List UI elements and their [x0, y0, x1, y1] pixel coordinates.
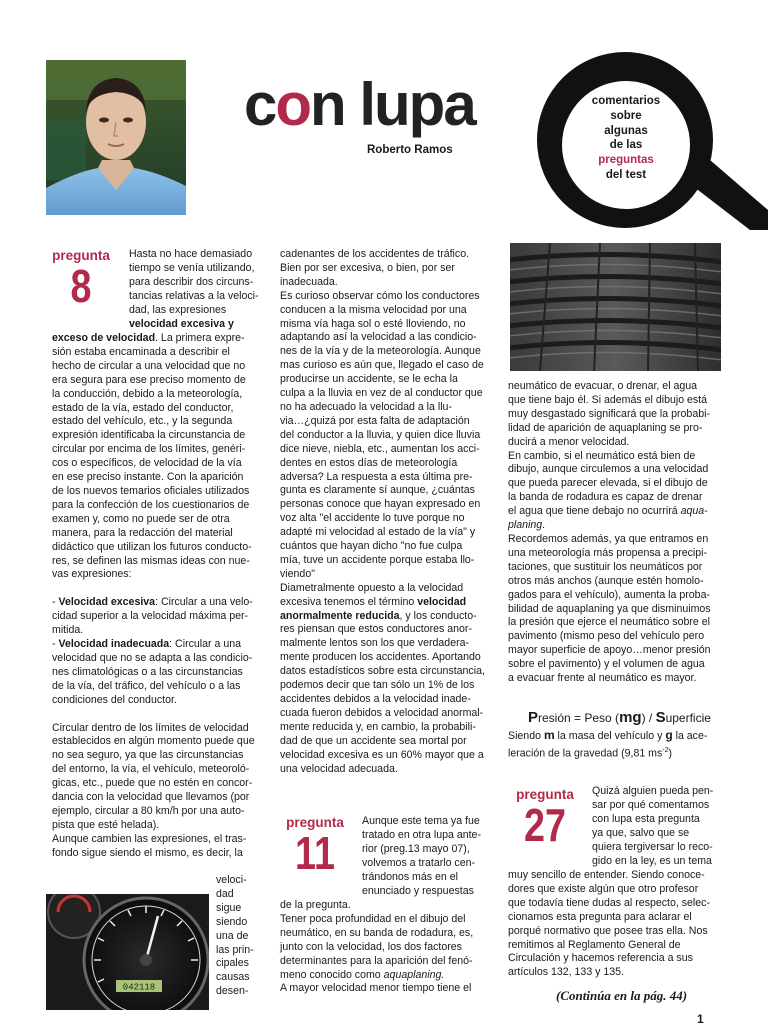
- lens-line-4: de las: [609, 139, 643, 152]
- continued-note: (Continúa en la pág. 44): [556, 988, 688, 1003]
- text-line: datos estadísticos sobre esta circunstancia,: [280, 665, 485, 678]
- text-line: a evacuar frente al neumático es mayor.: [508, 672, 697, 685]
- text-line: una de: [216, 929, 249, 942]
- text-line: producirse un accidente, se le echa la: [280, 373, 458, 386]
- text-line: dores que existe algún que otro profesor: [508, 882, 699, 895]
- text-line: ducirá a menor velocidad.: [508, 435, 630, 448]
- text-line: Es curioso observar cómo los conductores: [280, 289, 480, 302]
- text-line: mente producen los accidentes. Aportando: [280, 651, 481, 664]
- text-line: establecidos en algún momento puede que: [52, 735, 255, 748]
- text-span: la masa del vehículo y: [554, 730, 666, 742]
- pregunta-11-body: [280, 899, 494, 996]
- bold-term: g: [665, 728, 673, 742]
- text-line: la conducción, debido a la meteorología,: [52, 387, 243, 400]
- text-line: gicas, etc., puede que no estén en concor-: [52, 777, 253, 790]
- text-line: una meteorología más propensa a precipi-: [508, 546, 708, 559]
- text-line: remitimos al Reglamento General de: [508, 938, 681, 951]
- text-line: que todavía tiene dudas al respecto, selec-: [508, 896, 711, 909]
- formula-S: S: [655, 709, 666, 726]
- text-line: [52, 638, 264, 652]
- text-line: Bien por ser excesiva, o bien, por ser: [280, 261, 455, 274]
- text-line: [508, 519, 724, 533]
- text-line: de la vía, del tráfico, del vehículo o a las: [52, 679, 241, 692]
- text-line: cuada fueron debidos a velocidad anormal-: [280, 706, 484, 719]
- text-line: del conductor a la lluvia, y quien dice lluvia: [280, 428, 481, 441]
- bold-term: Velocidad excesiva: [58, 596, 156, 609]
- lens-line-5: preguntas: [598, 154, 654, 167]
- text-line: sar por qué comentamos: [592, 798, 710, 811]
- text-line: mía, tuve un accidente porque estaba llo-: [280, 553, 475, 566]
- pregunta-label: pregunta: [516, 787, 574, 802]
- text-line: accidentes debidos a la velocidad inade-: [280, 693, 471, 705]
- text-span: .: [542, 519, 546, 532]
- pregunta-number: 27: [524, 799, 566, 851]
- text-line: las prin-: [216, 943, 254, 956]
- text-line: velocidad que no se adapta a las condicio-: [52, 651, 253, 664]
- text-line: sigue: [216, 901, 242, 914]
- title-part-1: c: [244, 71, 276, 138]
- text-line: tratado en otra lupa ante-: [362, 828, 481, 841]
- text-span: : Circular a una: [169, 638, 242, 651]
- pregunta-8-badge: [50, 248, 112, 312]
- text-line: porqué normativo que posee tras ella. Nos: [508, 924, 708, 937]
- text-line: adapté mi velocidad al estado de la vía" y: [280, 526, 476, 539]
- text-span: excesiva tenemos el término: [280, 595, 418, 608]
- text-line: Aunque este tema ya fue: [362, 815, 480, 827]
- formula-P: P: [528, 709, 539, 726]
- text-line: una velocidad adecuada.: [280, 762, 398, 775]
- bold-term: Velocidad inadecuada: [58, 638, 170, 651]
- text-line: nes de la vía y de la meteorología. Aunque: [280, 345, 481, 358]
- text-line: Aunque cambien las expresiones, el tras-: [52, 832, 247, 845]
- pregunta-8-body: [52, 332, 264, 861]
- text-line: era segura para ese preciso momento de: [52, 373, 246, 386]
- text-line: cuántos que hayan dicho "no fue culpa: [280, 540, 463, 553]
- text-span: el agua que tiene debajo no ocurrirá: [508, 505, 681, 518]
- text-line: junto con la velocidad, los dos factores: [280, 940, 462, 953]
- odometer-readout: 042118: [122, 982, 156, 993]
- bold-term: exceso de velocidad: [52, 332, 156, 344]
- text-line: pista que esté helada).: [52, 818, 160, 831]
- text-line: podemos decir que tan sólo un 1% de los: [280, 679, 475, 692]
- bold-term: anormalmente reducida: [280, 609, 400, 622]
- text-line: con lupa esta pregunta: [592, 812, 700, 825]
- italic-term: aqua-: [680, 505, 708, 518]
- text-line: pavimento (mismo peso del vehículo pero: [508, 630, 705, 643]
- text-line: Circulación y hacemos referencia a sus: [508, 952, 693, 965]
- text-line: Quizá alguien pueda pen-: [592, 785, 714, 797]
- text-line: que pueda parecer elevada, si el dibujo de: [508, 477, 708, 490]
- text-line: tancias relativas a la veloci-: [129, 289, 259, 302]
- text-line: cionamos esta pregunta para aclarar el: [508, 910, 692, 923]
- formula-explanation: [508, 729, 724, 761]
- pregunta-11-badge: [280, 815, 350, 879]
- text-line: malmente lentos son los que verdadera-: [280, 637, 470, 650]
- text-line: del entorno, la vía, el vehículo, meteoroló-: [52, 763, 250, 776]
- text-line: estado de la vía, estado del conductor,: [52, 401, 234, 414]
- text-span: . La primera expre-: [155, 332, 245, 344]
- formula-mg: mg: [619, 709, 642, 726]
- text-line: dancia con la velocidad que llevamos (por: [52, 791, 250, 804]
- text-line: personas conoce que hayan expresado en: [280, 498, 481, 511]
- italic-term: aquaplaning.: [383, 968, 445, 981]
- text-line: de los nuevos temarios oficiales utilizados: [52, 484, 250, 497]
- lens-line-3: algunas: [604, 124, 648, 137]
- text-line: [280, 610, 494, 624]
- text-line: dice nieve, niebla, etc., aumentan los acci-: [280, 442, 480, 455]
- text-line: viendo": [280, 567, 315, 580]
- text-line: mayor superficie de apoyo…menor presión: [508, 644, 711, 657]
- text-line: manera, para la redacción del material: [52, 526, 233, 539]
- text-span: meno conocido como: [280, 968, 384, 981]
- text-line: para la confección de los cuestionarios de: [52, 498, 250, 511]
- text-line: velocidad excesiva y: [129, 317, 234, 330]
- author-name: Roberto Ramos: [367, 144, 453, 156]
- text-line: [280, 969, 494, 983]
- text-line: taciones, que sustituir los neumáticos por: [508, 560, 703, 573]
- text-line: cidad superior a la velocidad máxima per-: [52, 610, 249, 623]
- text-line: voz alta "el accidente lo tuve porque no: [280, 512, 465, 525]
- text-line: lidad de aparición de aquaplaning se pro-: [508, 421, 703, 434]
- text-line: la banda de rodadura es capaz de drenar: [508, 491, 703, 504]
- text-line: gados para el vehículo), aumenta la proba-: [508, 588, 710, 601]
- text-line: adaptando así la velocidad a las condicio-: [280, 331, 477, 344]
- text-line: Diametralmente opuesto a la velocidad: [280, 581, 464, 594]
- text-line: rior (preg.13 mayo 07),: [362, 842, 470, 855]
- lens-line-2: sobre: [610, 109, 642, 122]
- text-line: Hasta no hace demasiado: [129, 248, 253, 260]
- text-line: que tiene bajo él. Si además el dibujo está: [508, 393, 708, 406]
- pregunta-number: 11: [295, 827, 335, 879]
- text-line: no sea seguro, ya que las circunstancias: [52, 749, 244, 762]
- text-line: mas curioso es aún que, llegado el caso de: [280, 359, 484, 372]
- text-line: Recordemos además, ya que entramos en: [508, 532, 709, 545]
- formula-text: ) /: [641, 711, 656, 725]
- text-line: artículos 132, 133 y 135.: [508, 966, 625, 979]
- text-line: muy sencillo de entender. Siendo conoce-: [508, 869, 705, 881]
- speedometer-photo: [46, 894, 209, 1010]
- text-line: misma vía haga sol o esté lloviendo, no: [280, 317, 466, 330]
- text-line: via…¿quizá por esta falta de adaptación: [280, 414, 470, 427]
- pregunta-8-narrow: [216, 874, 266, 999]
- pregunta-11-intro: [362, 815, 494, 898]
- text-line: examen y, como no puede ser de otra: [52, 512, 230, 525]
- tire-tread-photo: [510, 243, 721, 371]
- text-line: tiempo se venía utilizando,: [129, 261, 255, 274]
- text-span: leración de la gravedad (9,81 ms: [508, 747, 663, 760]
- text-line: sobre el pavimento) y el volumen de agua: [508, 658, 705, 671]
- text-line: quiera tergiversar lo reco-: [592, 840, 713, 853]
- text-line: enunciado y respuestas: [362, 884, 474, 897]
- italic-term: planing: [508, 519, 543, 532]
- page-title: [244, 70, 475, 140]
- text-line: [508, 505, 724, 519]
- text-line: de la pregunta.: [280, 899, 351, 911]
- text-line: determinantes para la aparición del fenó-: [280, 954, 473, 967]
- text-line: cadenantes de los accidentes de tráfico.: [280, 248, 470, 260]
- text-line: hecho de circular a una velocidad que no: [52, 359, 246, 372]
- text-line: mitida.: [52, 624, 84, 637]
- formula-text: uperficie: [665, 711, 711, 725]
- formula-text: resión = Peso (: [538, 711, 620, 725]
- text-line: muy desgastado significará que la probabi-: [508, 407, 710, 420]
- text-span: la ace-: [672, 730, 708, 742]
- text-span: : Circular a una velo-: [155, 596, 253, 609]
- text-line: [52, 332, 264, 346]
- text-line: conducen a la misma velocidad por una: [280, 303, 467, 316]
- text-line: expresión identificaba la circunstancia de: [52, 429, 246, 442]
- title-part-2: o: [275, 71, 311, 138]
- pressure-formula: [528, 710, 711, 726]
- text-line: causas: [216, 971, 250, 984]
- text-line: neumático, en su banda de rodadura, es,: [280, 926, 474, 939]
- text-line: ejemplo, circular a 80 km/h por una auto-: [52, 805, 245, 817]
- text-line: [508, 744, 724, 761]
- title-part-3: n lupa: [310, 71, 475, 138]
- text-line: Circular dentro de los límites de velocidad: [52, 721, 249, 734]
- text-span: -: [52, 596, 59, 609]
- text-line: cos o específicos, de velocidad de la vía: [52, 457, 242, 470]
- text-line: neumático de evacuar, o drenar, el agua: [508, 380, 698, 392]
- text-line: didáctico que utilizan los futuros conducto-: [52, 540, 252, 553]
- text-span: -: [52, 638, 59, 651]
- text-span: ): [668, 747, 673, 760]
- text-span: , y los conducto-: [399, 609, 477, 622]
- text-line: estado del vehículo, etc., y la segunda: [52, 415, 233, 428]
- text-line: [52, 596, 264, 610]
- text-line: En cambio, si el neumático está bien de: [508, 449, 696, 462]
- text-line: culpa a la lluvia en vez de al conductor que: [280, 387, 483, 400]
- text-line: circular por encima de los límites, genéri-: [52, 443, 246, 456]
- pregunta-8-intro: [129, 248, 261, 331]
- text-line: [508, 729, 724, 744]
- text-line: res, se definen las mismas ideas con nue-: [52, 554, 250, 567]
- text-line: Tener poca profundidad en el dibujo del: [280, 912, 466, 925]
- text-line: dad, las expresiones: [129, 303, 227, 316]
- text-line: inadecuada.: [280, 275, 338, 288]
- text-line: bilidad de aquaplaning ya que disminuimos: [508, 602, 711, 615]
- text-line: dentes en estos días de meteorología: [280, 456, 458, 469]
- text-line: res piensan que estos conductores anor-: [280, 623, 472, 636]
- superscript: -2: [662, 746, 669, 754]
- text-line: fondo sigue siendo el mismo, es decir, la: [52, 846, 243, 859]
- pregunta-label: pregunta: [286, 815, 344, 830]
- text-line: otros más anchos (aunque estén homolo-: [508, 574, 704, 587]
- lens-line-6: del test: [605, 168, 647, 181]
- text-line: veloci-: [216, 874, 247, 886]
- text-line: siendo: [216, 915, 248, 928]
- text-line: cipales: [216, 957, 249, 970]
- lens-line-1: comentarios: [591, 95, 661, 107]
- text-line: dad de que un accidente sea mortal por: [280, 734, 467, 747]
- pregunta-number: 8: [70, 260, 92, 312]
- text-line: [280, 596, 494, 610]
- text-line: la presión que ejerce el neumático sobre el: [508, 616, 710, 629]
- page-number: 1: [697, 1012, 704, 1026]
- text-line: volvemos a tratarlo cen-: [362, 856, 476, 869]
- column-2-text: [280, 248, 494, 776]
- text-line: en ese preciso instante. Con la aparición: [52, 471, 244, 484]
- pregunta-27-badge: [510, 787, 580, 851]
- text-span: Siendo: [508, 730, 544, 742]
- bold-term: velocidad: [417, 595, 467, 608]
- text-line: vas expresiones:: [52, 568, 132, 581]
- text-line: gunta es claramente sí aunque, ¿cuántas: [280, 484, 475, 497]
- column-3-text: [508, 380, 724, 686]
- author-photo: [46, 60, 186, 215]
- text-line: nes climatológicas o a las circunstancias: [52, 665, 243, 678]
- text-line: A mayor velocidad menor tiempo tiene el: [280, 982, 472, 995]
- text-line: ya que, salvo que se: [592, 826, 690, 839]
- text-line: dibujo, aunque circulemos a una velocidad: [508, 463, 709, 476]
- text-line: no ha adecuado la velocidad a la llu-: [280, 400, 452, 413]
- pregunta-27-intro: [592, 785, 724, 868]
- bold-term: m: [543, 728, 555, 742]
- lens-text: [571, 94, 681, 183]
- text-line: trándonos más en el: [362, 870, 458, 883]
- text-line: dad: [216, 887, 234, 900]
- text-line: para describir dos circuns-: [129, 275, 254, 288]
- text-line: sión estaba encaminada a describir el: [52, 345, 230, 358]
- text-line: condiciones del conductor.: [52, 693, 177, 706]
- text-line: gido en la ley, es un tema: [592, 854, 712, 867]
- text-line: adversa? La respuesta a esta última pre-: [280, 470, 473, 483]
- text-line: desen-: [216, 985, 249, 998]
- text-line: mente reducida y, en cambio, la probabili-: [280, 720, 476, 733]
- pregunta-27-body: [508, 869, 724, 980]
- text-line: velocidad excesiva es un 60% mayor que a: [280, 748, 484, 761]
- pregunta-label: pregunta: [52, 248, 110, 263]
